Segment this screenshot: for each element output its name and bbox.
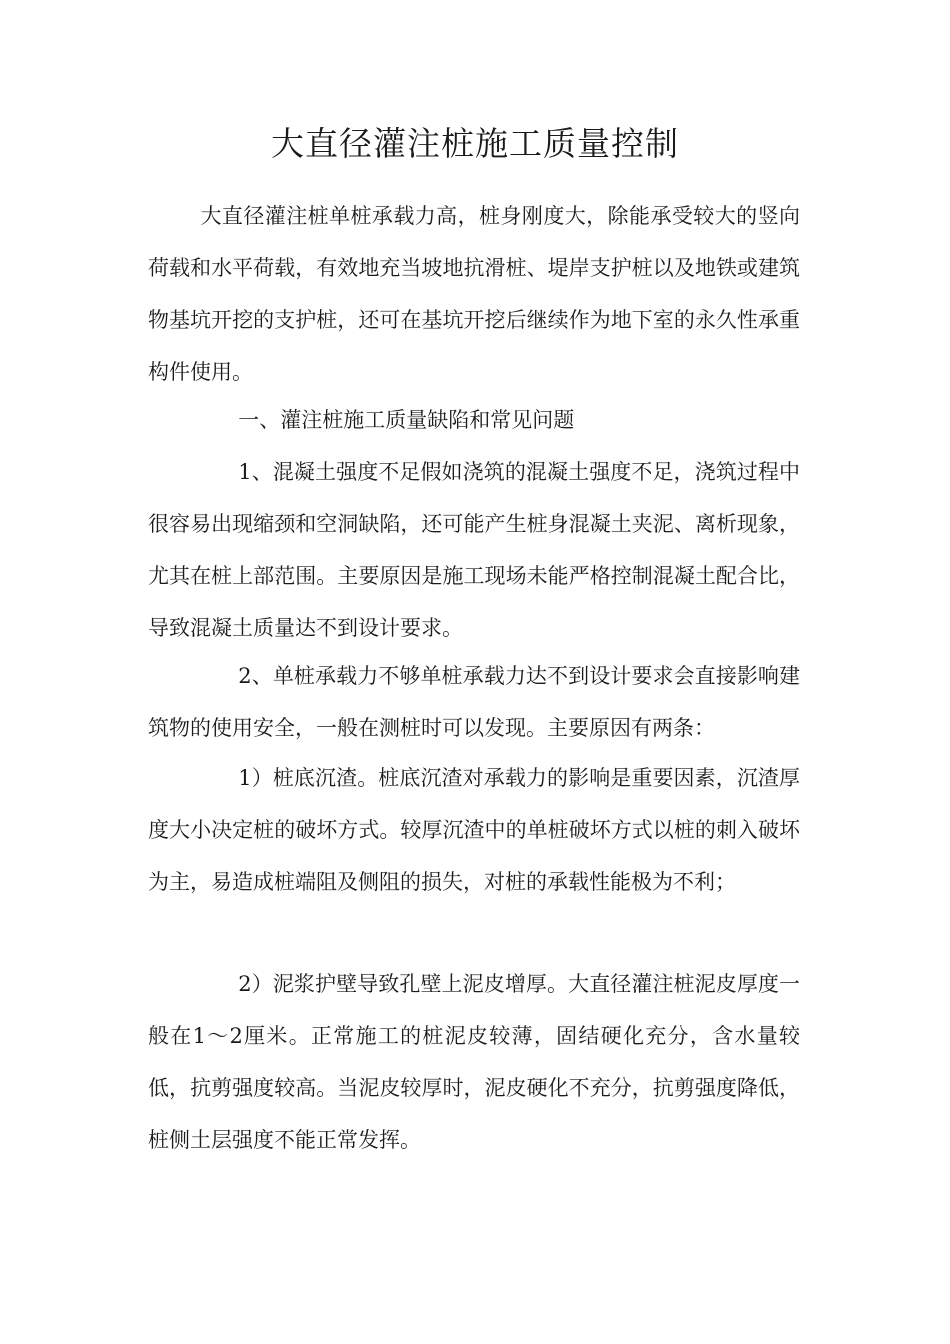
problem-2-paragraph: 2、单桩承载力不够单桩承载力达不到设计要求会直接影响建筑物的使用安全，一般在测桩时可以发现。主要原因有两条：	[148, 664, 800, 740]
intro-paragraph: 大直径灌注桩单桩承载力高，桩身刚度大，除能承受较大的竖向荷载和水平荷载，有效地充当坡地抗滑桩、堤岸支护桩以及地铁或建筑物基坑开挖的支护桩，还可在基坑开挖后继续作为地下室的永久性承重构件使用。	[148, 204, 800, 384]
cause-2-paragraph: 2）泥浆护壁导致孔壁上泥皮增厚。大直径灌注桩泥皮厚度一般在1～2厘米。正常施工的桩泥皮较薄，固结硬化充分，含水量较低，抗剪强度较高。当泥皮较厚时，泥皮硬化不充分，抗剪强度降低，桩侧土层强度不能正常发挥。	[148, 972, 800, 1152]
document-title: 大直径灌注桩施工质量控制	[271, 124, 679, 163]
problem-1-paragraph: 1、混凝土强度不足假如浇筑的混凝土强度不足，浇筑过程中很容易出现缩颈和空洞缺陷，还可能产生桩身混凝土夹泥、离析现象，尤其在桩上部范围。主要原因是施工现场未能严格控制混凝土配合比，导致混凝土质量达不到设计要求。	[148, 460, 800, 640]
section-heading: 一、灌注桩施工质量缺陷和常见问题	[238, 408, 575, 432]
cause-1-paragraph: 1）桩底沉渣。桩底沉渣对承载力的影响是重要因素，沉渣厚度大小决定桩的破坏方式。较厚沉渣中的单桩破坏方式以桩的刺入破坏为主，易造成桩端阻及侧阻的损失，对桩的承载性能极为不利；	[148, 766, 800, 894]
